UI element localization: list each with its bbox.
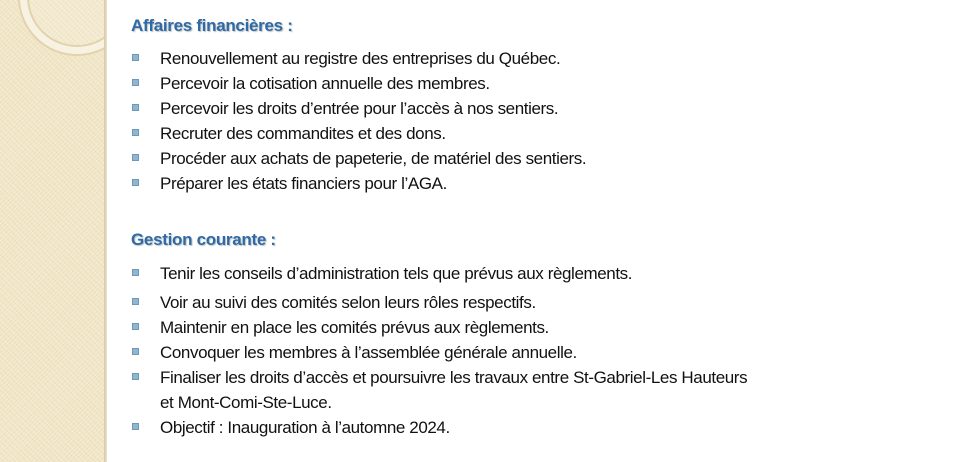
list-item [131,290,941,315]
list-item [131,261,941,286]
section-title-gestion-courante: Gestion courante : [131,230,276,249]
slide-content [131,14,941,440]
square-bullet-icon [132,179,139,186]
list-item [131,146,941,171]
square-bullet-icon [132,423,139,430]
list-item-text: Percevoir les droits d’entrée pour l’accès à nos sentiers. [160,99,559,118]
square-bullet-icon [132,323,139,330]
list-item [131,46,941,71]
list-item-text: Renouvellement au registre des entreprises du Québec. [160,49,561,68]
list-item-text: Préparer les états financiers pour l’AGA. [160,174,447,193]
list-item-text: Recruter des commandites et des dons. [160,124,446,143]
list-item [131,71,941,96]
square-bullet-icon [132,298,139,305]
square-bullet-icon [132,54,139,61]
side-panel-edge [104,0,107,462]
list-item [131,340,941,365]
list-item [131,171,941,196]
bullet-list-affaires-financieres [131,46,941,196]
list-item [131,415,941,440]
list-item-text: Procéder aux achats de papeterie, de matériel des sentiers. [160,149,587,168]
list-item [131,315,941,340]
square-bullet-icon [132,104,139,111]
decorative-side-panel [0,0,104,462]
square-bullet-icon [132,373,139,380]
section-title-affaires-financieres: Affaires financières : [131,16,293,35]
list-item-text: Maintenir en place les comités prévus aux règlements. [160,318,549,337]
decorative-ring [20,0,104,54]
list-item-text: Percevoir la cotisation annuelle des membres. [160,74,490,93]
square-bullet-icon [132,154,139,161]
square-bullet-icon [132,269,139,276]
list-item-text: Convoquer les membres à l’assemblée générale annuelle. [160,343,577,362]
list-item [131,121,941,146]
list-item [131,365,941,415]
square-bullet-icon [132,79,139,86]
bullet-list-gestion-courante [131,261,941,440]
list-item [131,96,941,121]
list-item-text: Objectif : Inauguration à l’automne 2024. [160,418,450,437]
list-item-text: Tenir les conseils d’administration tels que prévus aux règlements. [160,264,633,283]
list-item-text: Voir au suivi des comités selon leurs rôles respectifs. [160,293,536,312]
square-bullet-icon [132,348,139,355]
list-item-text: Finaliser les droits d’accès et poursuivre les travaux entre St-Gabriel-Les Hauteurs et Mont-Comi-Ste-Luce. [160,368,748,412]
square-bullet-icon [132,129,139,136]
